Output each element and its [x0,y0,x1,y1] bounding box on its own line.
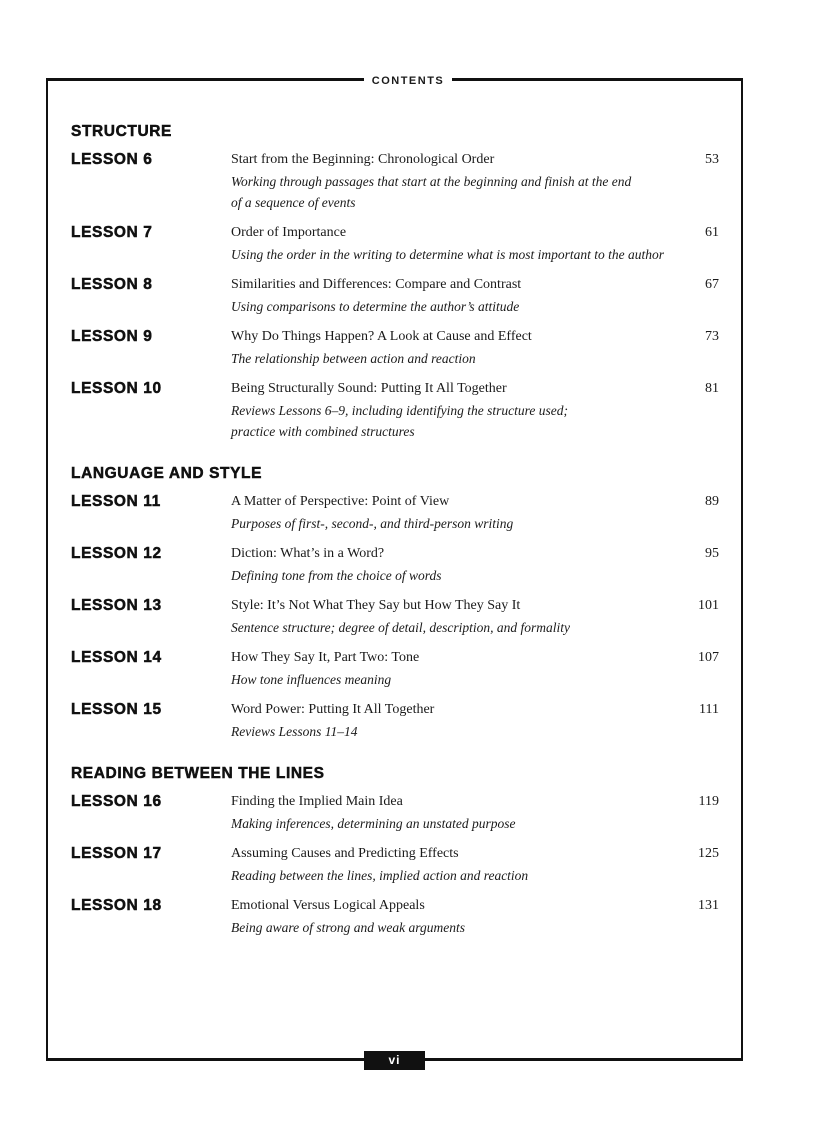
page-reference: 107 [698,650,719,665]
page-reference: 101 [698,598,719,613]
page-reference: 67 [705,277,719,292]
lesson-entry[interactable] [71,647,719,690]
toc-section [71,462,719,742]
lesson-label: LESSON 13 [71,597,162,614]
lesson-entry[interactable] [71,791,719,834]
lesson-body [231,222,674,265]
lesson-entry[interactable] [71,699,719,742]
lesson-title: Start from the Beginning: Chronological Order [231,152,495,167]
lesson-body [231,895,674,938]
lesson-body [231,647,674,690]
lesson-description: Defining tone from the choice of words [231,568,442,583]
lesson-body [231,791,674,834]
lesson-entry[interactable] [71,149,719,213]
lesson-body [231,699,674,742]
lesson-entry[interactable] [71,843,719,886]
lesson-label: LESSON 8 [71,276,153,293]
lesson-title: Finding the Implied Main Idea [231,794,403,809]
lesson-description: Reviews Lessons 6–9, including identifying the structure used; [231,403,568,418]
lesson-body [231,491,674,534]
lesson-body [231,326,674,369]
lesson-title: Order of Importance [231,225,347,240]
lesson-entry[interactable] [71,326,719,369]
lesson-description: The relationship between action and reaction [231,351,476,366]
lesson-description: Purposes of first-, second-, and third-person writing [231,516,514,531]
lesson-title: A Matter of Perspective: Point of View [231,494,450,509]
lesson-label: LESSON 17 [71,845,162,862]
lesson-entry[interactable] [71,543,719,586]
table-of-contents [71,120,719,958]
lesson-title: Why Do Things Happen? A Look at Cause and Effect [231,329,532,344]
contents-heading: CONTENTS [364,74,453,88]
lesson-entry[interactable] [71,895,719,938]
section-title: STRUCTURE [71,123,172,140]
lesson-description: Reading between the lines, implied action and reaction [231,868,529,883]
lesson-entry[interactable] [71,274,719,317]
lesson-entry[interactable] [71,595,719,638]
page-reference: 119 [698,794,719,809]
lesson-description: Using comparisons to determine the author’s attitude [231,299,520,314]
lesson-label: LESSON 18 [71,897,162,914]
page-reference: 111 [699,702,719,717]
page-reference: 61 [705,225,719,240]
lesson-label: LESSON 7 [71,224,153,241]
lesson-body [231,543,674,586]
lesson-body [231,595,674,638]
page-number: vi [364,1051,425,1070]
toc-section [71,120,719,442]
lesson-label: LESSON 6 [71,151,153,168]
page-reference: 95 [705,546,719,561]
lesson-title: Diction: What’s in a Word? [231,546,385,561]
section-title: READING BETWEEN THE LINES [71,765,325,782]
lesson-title: Assuming Causes and Predicting Effects [231,846,459,861]
lesson-description: practice with combined structures [231,424,415,439]
lesson-label: LESSON 11 [71,493,161,510]
page-reference: 89 [705,494,719,509]
lesson-label: LESSON 15 [71,701,162,718]
lesson-description: Being aware of strong and weak arguments [231,920,465,935]
lesson-description: of a sequence of events [231,195,356,210]
lesson-description: Working through passages that start at the beginning and finish at the end [231,174,632,189]
page-reference: 53 [705,152,719,167]
lesson-description: Making inferences, determining an unstated purpose [231,816,516,831]
lesson-title: Word Power: Putting It All Together [231,702,435,717]
lesson-title: Style: It’s Not What They Say but How They Say It [231,598,521,613]
lesson-description: Using the order in the writing to determine what is most important to the author [231,247,664,262]
section-title: LANGUAGE AND STYLE [71,465,263,482]
lesson-body [231,843,674,886]
lesson-title: How They Say It, Part Two: Tone [231,650,420,665]
lesson-title: Similarities and Differences: Compare and Contrast [231,277,522,292]
lesson-entry[interactable] [71,491,719,534]
toc-section [71,762,719,938]
page-reference: 73 [705,329,719,344]
lesson-entry[interactable] [71,222,719,265]
lesson-title: Emotional Versus Logical Appeals [231,898,425,913]
lesson-body [231,378,674,442]
lesson-description: How tone influences meaning [231,672,392,687]
lesson-title: Being Structurally Sound: Putting It All Together [231,381,507,396]
lesson-body [231,149,674,213]
page-reference: 81 [705,381,719,396]
lesson-description: Sentence structure; degree of detail, description, and formality [231,620,571,635]
lesson-label: LESSON 9 [71,328,153,345]
lesson-label: LESSON 14 [71,649,162,666]
lesson-label: LESSON 16 [71,793,162,810]
lesson-label: LESSON 12 [71,545,162,562]
lesson-body [231,274,674,317]
lesson-description: Reviews Lessons 11–14 [231,724,358,739]
lesson-entry[interactable] [71,378,719,442]
page-reference: 131 [698,898,719,913]
lesson-label: LESSON 10 [71,380,162,397]
page-reference: 125 [698,846,719,861]
